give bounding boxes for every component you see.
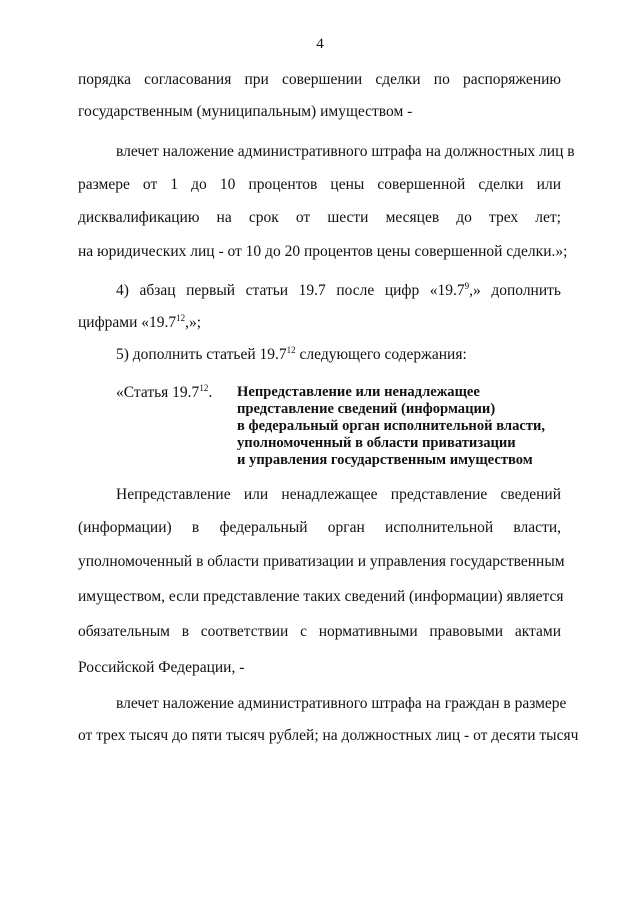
text-line: влечет наложение административного штрафа на граждан в размере — [116, 695, 567, 712]
text-segment: 5) дополнить статьей 19.7 — [116, 346, 287, 363]
superscript: 12 — [199, 383, 209, 393]
text-segment: ,»; — [185, 314, 202, 331]
text-line: на юридических лиц - от 10 до 20 процентов цены совершенной сделки.»; — [78, 243, 568, 260]
text-segment: ,» дополнить — [469, 282, 561, 299]
text-line: уполномоченный в области приватизации и управления государственным — [78, 553, 565, 570]
article-label — [116, 383, 212, 403]
text-line: имуществом, если представление таких сведений (информации) является — [78, 588, 564, 605]
text-segment: . — [208, 384, 213, 401]
text-segment: «Статья 19.7 — [116, 384, 200, 401]
article-title-line: Непредставление или ненадлежащее — [237, 384, 480, 400]
text-segment: цифрами «19.7 — [78, 314, 177, 331]
text-segment: следующего содержания: — [295, 346, 467, 363]
article-title-line: в федеральный орган исполнительной власти, — [237, 418, 546, 434]
text-line: Российской Федерации, - — [78, 659, 245, 676]
text-line — [116, 345, 561, 365]
text-line — [78, 313, 561, 333]
text-line: влечет наложение административного штрафа на должностных лиц в — [116, 143, 575, 160]
text-line: порядка согласования при совершении сделки по распоряжению — [78, 71, 561, 88]
text-line: государственным (муниципальным) имуществом - — [78, 103, 413, 120]
article-title-line: представление сведений (информации) — [237, 401, 496, 417]
superscript: 12 — [176, 313, 186, 323]
superscript: 9 — [464, 281, 470, 291]
superscript: 12 — [286, 345, 296, 355]
text-line: обязательным в соответствии с нормативными правовыми актами — [78, 623, 561, 640]
text-line — [116, 281, 561, 301]
text-line: Непредставление или ненадлежащее представление сведений — [116, 486, 561, 503]
text-segment: 4) абзац первый статьи 19.7 после цифр «19.7 — [116, 282, 465, 299]
text-line: дисквалификацию на срок от шести месяцев до трех лет; — [78, 209, 561, 226]
page-number: 4 — [316, 36, 324, 52]
article-title-line: уполномоченный в области приватизации — [237, 435, 516, 451]
text-line: (информации) в федеральный орган исполнительной власти, — [78, 519, 561, 536]
text-line: размере от 1 до 10 процентов цены совершенной сделки или — [78, 176, 561, 193]
text-line: от трех тысяч до пяти тысяч рублей; на должностных лиц - от десяти тысяч — [78, 727, 579, 744]
article-title-line: и управления государственным имуществом — [237, 452, 533, 468]
article-title — [237, 384, 557, 469]
